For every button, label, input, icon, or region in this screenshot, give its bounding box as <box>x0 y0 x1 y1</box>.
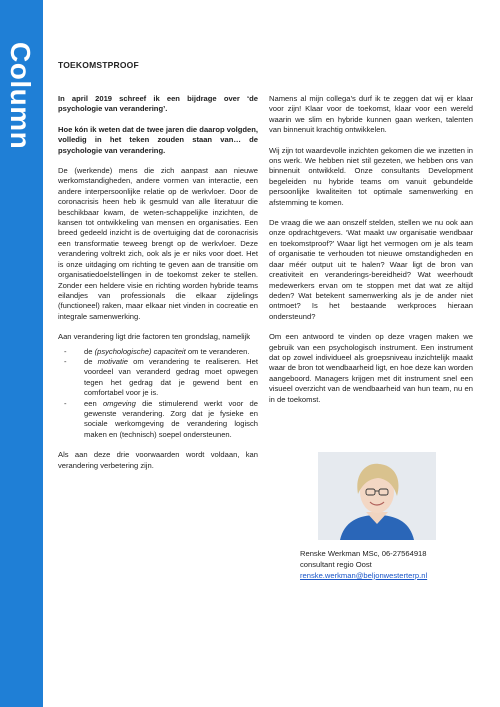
body-paragraph: Als aan deze drie voorwaarden wordt voldaan, kan verandering verbetering zijn. <box>58 450 258 470</box>
section-label: TOEKOMSTPROOF <box>58 60 139 70</box>
column-label: Column <box>5 42 36 150</box>
body-paragraph: Aan verandering ligt drie factoren ten grondslag, namelijk <box>58 332 251 342</box>
body-paragraph: De (werkende) mens die zich aanpast aan nieuwe werkomstandigheden, andere vormen van interactie, een andere interpersoonlijke relatie op de werkvloer. Door de coronacrisis heen heb ik gesmuld van alle literatuur die beschikbaar kwam, de weten-schappelijke inzichten, de kansen tot ontwikkeling van mensen en organisaties. Een breed gedeeld inzicht is de overtuiging dat de coronacrisis een transformatie teweeg brengt op de werkvloer. Deze verandering voltrekt zich, ook als je er niks voor doet. Het is onze uitdaging om richting te geven aan de transitie om organisatiedoelstellingen in de toekomst zeker te stellen. Zonder een heldere visie en richting worden hybride teams eilandjes van professionals die elkaar zijdelings (functioneel) raken, maar elkaar niet vinden in cocreatie en integrale samenwerking. <box>58 166 258 321</box>
list-item: - de (psychologische) capaciteit om te veranderen. <box>64 346 250 356</box>
author-signature <box>300 548 427 581</box>
author-photo <box>318 452 436 540</box>
author-name: Renske Werkman MSc, 06-27564918 <box>300 549 427 558</box>
body-paragraph: Om een antwoord te vinden op deze vragen maken we gebruik van een psychologisch instrument. Een instrument dat op zowel individueel als groepsniveau inzichtelijk maakt waar de bron tot wendbaarheid ligt, en hoe deze kan worden aangeboord. Managers krijgen met dit instrument snel een visueel overzicht van de wendbaarheid van hun team, nu en in de toekomst. <box>269 332 473 404</box>
body-paragraph: Wij zijn tot waardevolle inzichten gekomen die we inzetten in ons werk. We hebben niet stil gezeten, we hebben ons van binnenuit ontwikkeld. Onze consultants Development begeleiden nu hybride teams om vanuit gebundelde persoonlijke kwaliteiten tot optimale samenwerking en afstemming te komen. <box>269 145 473 207</box>
intro-paragraph-2: Hoe kón ik weten dat de twee jaren die daarop volgden, volledig in het teken zouden staan van… de psychologie van verandering. <box>58 124 258 155</box>
list-item: - de motivatie om verandering te realiseren. Het voordeel van veranderd gedrag moet opwegen tegen het gedrag dat je gewend bent en comfortabel voor je is. <box>64 356 259 398</box>
right-column <box>269 94 473 415</box>
factor-list <box>58 347 258 441</box>
body-paragraph: Namens al mijn collega’s durf ik te zeggen dat wij er klaar voor zijn! Klaar voor de toekomst, klaar voor een wereld waarin we slim en hybride kunnen gaan werken, talenten van binnenuit krachtig ontwikkelen. <box>269 94 473 135</box>
column-sidebar <box>0 0 43 707</box>
intro-paragraph-1: In april 2019 schreef ik een bijdrage over ‘de psychologie van verandering’. <box>58 94 258 114</box>
author-email-link[interactable]: renske.werkman@beljonwesterterp.nl <box>300 571 428 580</box>
list-item: - een omgeving die stimulerend werkt voor de gewenste verandering. Zorg dat je fysieke en sociale werkomgeving de verandering logisch maken en (technisch) soepel ondersteunen. <box>64 398 259 439</box>
left-column <box>58 94 258 481</box>
author-role: consultant regio Oost <box>300 560 372 569</box>
body-paragraph: De vraag die we aan onszelf stelden, stellen we nu ook aan onze opdrachtgevers. ‘Wat maakt uw organisatie wendbaar en toekomstproof?’ Waar ligt het vermogen om je als team of organisatie te verhouden tot nieuwe omstandigheden en daar méér output uit te halen? Waar ligt de bron van creativiteit en veranderings-bereidheid? Wat weerhoudt medewerkers ervan om te stoppen met dat wat ze altijd deden? Wat betekent samenwerking als je de ander niet ontmoet? Is het bestaande werkproces hieraan ondersteund? <box>269 218 473 321</box>
